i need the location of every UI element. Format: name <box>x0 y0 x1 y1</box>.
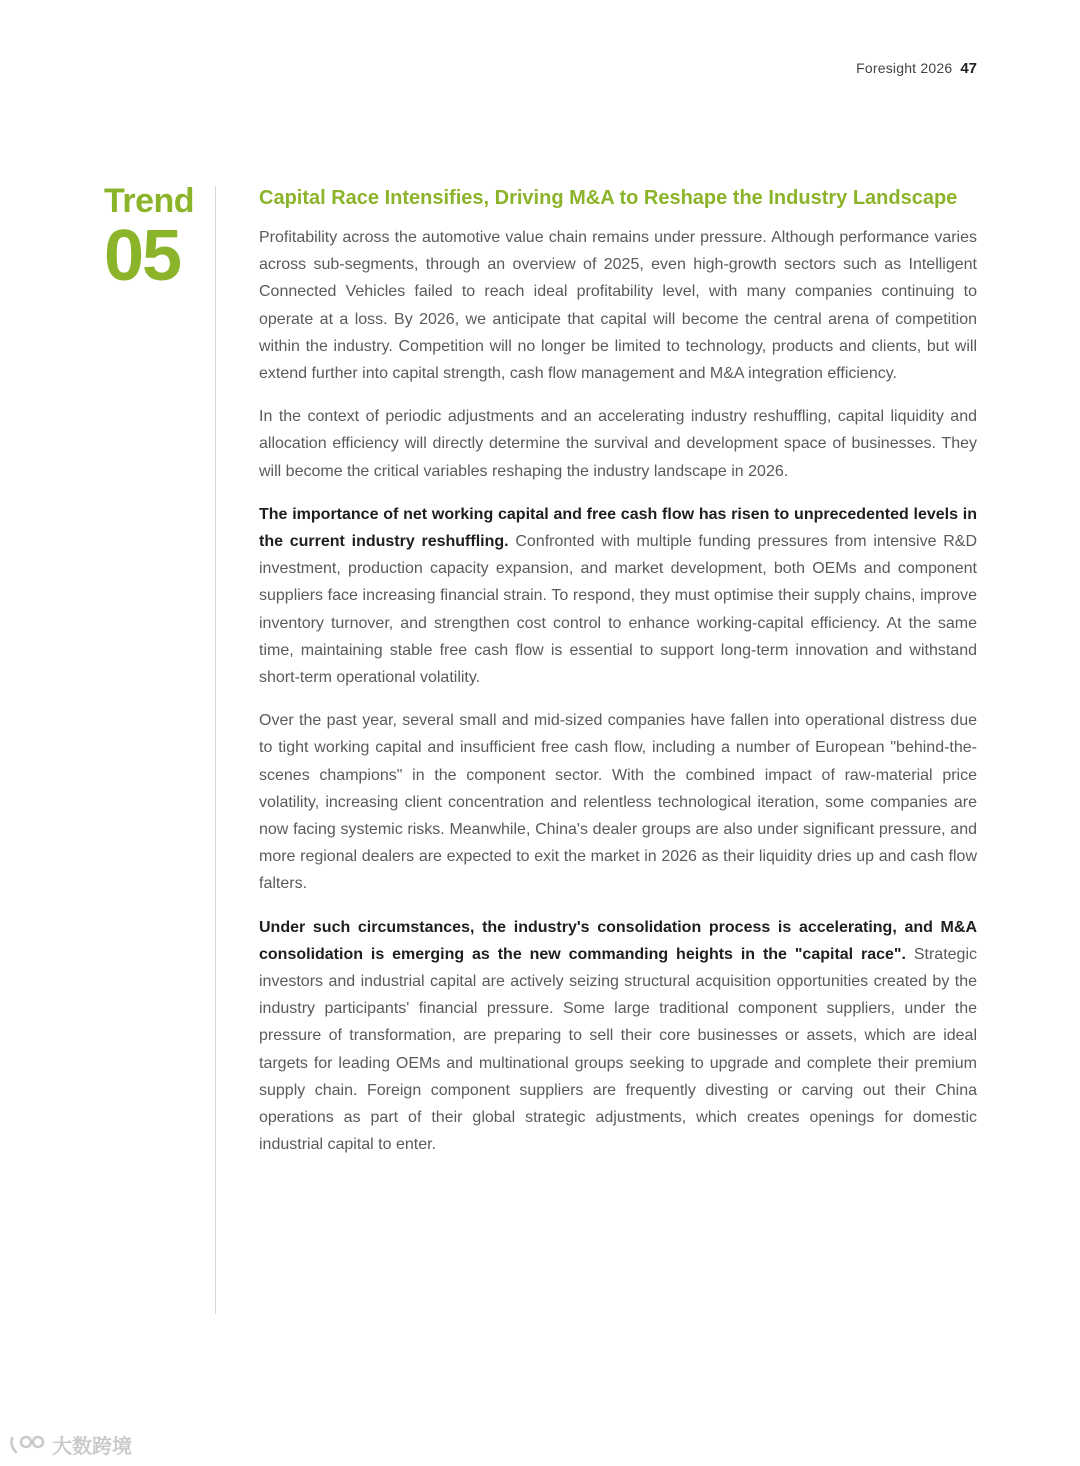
trend-label: Trend <box>104 182 195 220</box>
publication-title: Foresight 2026 <box>856 60 953 76</box>
watermark-text: 大数跨境 <box>52 1436 132 1458</box>
paragraph-3-bold: The importance of net working capital and free cash flow has risen to unprecedented levels in the current industry reshuffling. <box>259 505 977 551</box>
section-title: Capital Race Intensifies, Driving M&A to Reshape the Industry Landscape <box>259 187 958 209</box>
page-number: 47 <box>960 60 977 77</box>
trend-number: 05 <box>104 216 181 296</box>
paragraph-5 <box>259 914 977 1159</box>
trend-badge <box>104 182 204 296</box>
paragraph-5-text: Strategic investors and industrial capital are actively seizing structural acquisition opportunities created by the industry participants' financial pressure. Some large traditional component suppliers, under the pressure of transformation, are preparing to sell their core businesses or assets, which are ideal targets for leading OEMs and multinational groups seeking to upgrade and complete their premium supply chain. Foreign component suppliers are frequently divesting or carving out their China operations as part of their global strategic adjustments, which creates openings for domestic industrial capital to enter. <box>259 945 977 1154</box>
paragraph-2 <box>259 403 977 485</box>
paragraph-4 <box>259 707 977 897</box>
paragraph-4-text: Over the past year, several small and mid-sized companies have fallen into operational distress due to tight working capital and insufficient free cash flow, including a number of European "behind-the-scenes champions" in the component sector. With the combined impact of raw-material price volatility, increasing client concentration and relentless technological iteration, some companies are now facing systemic risks. Meanwhile, China's dealer groups are also under significant pressure, and more regional dealers are expected to exit the market in 2026 as their liquidity dries up and cash flow falters. <box>259 712 977 893</box>
paragraph-3-text: Confronted with multiple funding pressures from intensive R&D investment, production capacity expansion, and market development, both OEMs and component suppliers face increasing financial strain. To respond, they must optimise their supply chains, improve inventory turnover, and strengthen cost control to enhance working-capital efficiency. At the same time, maintaining stable free cash flow is essential to support long-term innovation and withstand short-term operational volatility. <box>259 533 978 687</box>
paragraph-3 <box>259 501 977 691</box>
vertical-divider <box>215 186 216 1314</box>
paragraph-1-text: Profitability across the automotive value chain remains under pressure. Although performance varies across sub-segments, through an overview of 2025, even high-growth sectors such as Intelligent Connected Vehicles failed to reach ideal profitability level, with many companies continuing to operate at a loss. By 2026, we anticipate that capital will become the central arena of competition within the industry. Competition will no longer be limited to technology, products and clients, but will extend further into capital strength, cash flow management and M&A integration efficiency. <box>259 229 977 383</box>
page-header <box>856 60 977 77</box>
paragraph-5-bold: Under such circumstances, the industry's consolidation process is accelerating, and M&A consolidation is emerging as the new commanding heights in the "capital race". <box>259 918 977 963</box>
paragraph-2-text: In the context of periodic adjustments and an accelerating industry reshuffling, capital liquidity and allocation efficiency will directly determine the survival and development space of businesses. They will become the critical variables reshaping the industry landscape in 2026. <box>259 408 977 480</box>
watermark-logo-icon <box>8 1432 48 1458</box>
paragraph-1 <box>259 224 977 387</box>
article-body <box>259 184 977 1175</box>
watermark <box>8 1430 132 1459</box>
